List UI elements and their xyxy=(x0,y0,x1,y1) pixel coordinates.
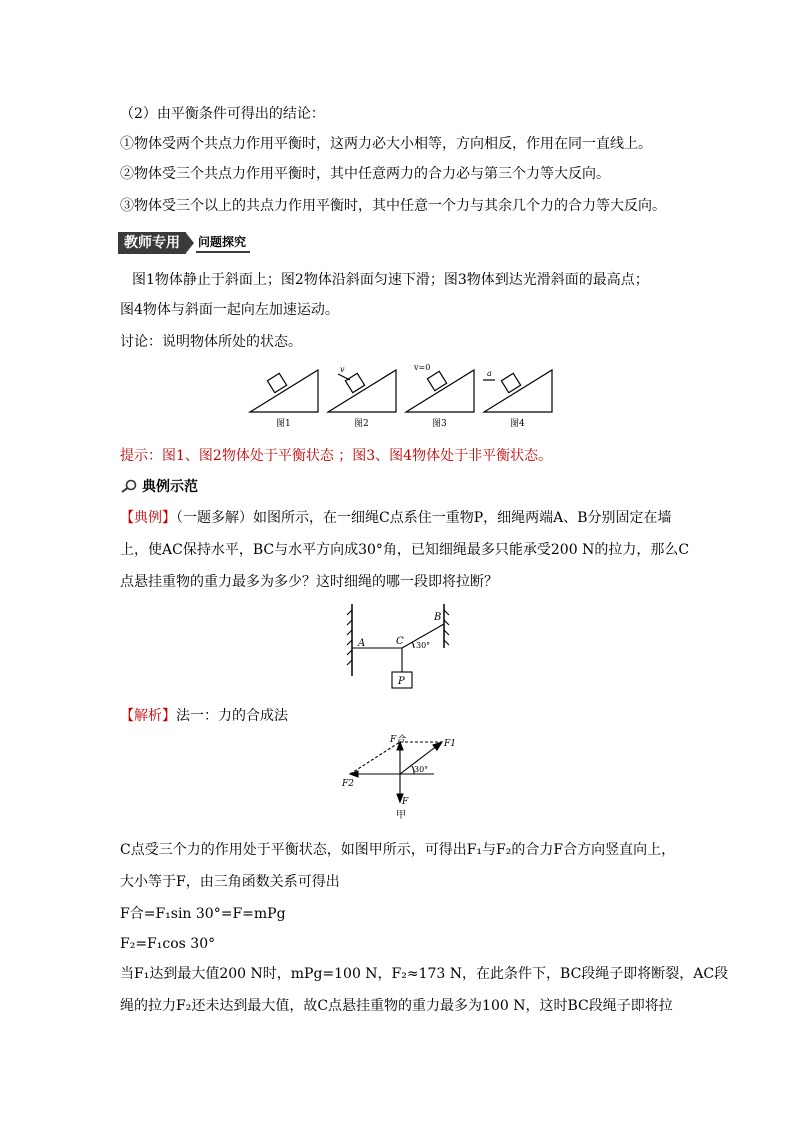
analysis-4: F₂=F₁cos 30° xyxy=(120,936,216,952)
conclusion-3: ③物体受三个以上的共点力作用平衡时，其中任意一个力与其余几个力的合力等大反向。 xyxy=(120,198,666,214)
problem-intro-1: 图1物体静止于斜面上；图2物体沿斜面匀速下滑；图3物体到达光滑斜面的最高点； xyxy=(132,272,649,288)
hint: 提示：图1、图2物体处于平衡状态 ；图3、图4物体处于非平衡状态。 xyxy=(120,448,553,464)
label-b: B xyxy=(434,612,442,623)
example-section-title: 典例示范 xyxy=(120,476,198,496)
example-line-3: 点悬挂重物的重力最多为多少？这时细绳的哪一段即将拉断？ xyxy=(120,574,498,590)
banner-main: 教师专用 xyxy=(118,232,186,254)
fig3-v0: v=0 xyxy=(414,363,431,372)
rope-figure xyxy=(346,604,456,692)
analysis-1: C点受三个力的作用处于平衡状态，如图甲所示，可得出F₁与F₂的合力F合方向竖直向上， xyxy=(120,842,676,858)
force-figure xyxy=(330,732,470,822)
para-heading: （2）由平衡条件可得出的结论： xyxy=(120,106,325,122)
analysis-6: 绳的拉力F₂还未达到最大值，故C点悬挂重物的重力最多为100 N，这时BC段绳子即将拉 xyxy=(120,998,673,1014)
analysis-tag: 【解析】 xyxy=(120,708,176,724)
label-p: P xyxy=(398,676,405,687)
discussion: 讨论：说明物体所处的状态。 xyxy=(120,334,302,350)
fig4-a: a xyxy=(487,369,492,378)
force-angle: 30° xyxy=(414,765,429,774)
banner-sub: 问题探究 xyxy=(196,233,250,253)
label-f2: F2 xyxy=(342,779,354,789)
label-f1: F1 xyxy=(444,739,456,749)
label-f-he: F合 xyxy=(390,735,406,745)
conclusion-1: ①物体受两个共点力作用平衡时，这两力必大小相等，方向相反，作用在同一直线上。 xyxy=(120,136,652,152)
analysis-line: 【解析】法一：力的合成法 xyxy=(120,708,288,724)
problem-intro-2: 图4物体与斜面一起向左加速运动。 xyxy=(120,302,339,318)
teacher-banner xyxy=(118,232,250,254)
example-line-2: 上，使AC保持水平，BC与水平方向成30°角，已知细绳最多只能承受200 N的拉力，那么C xyxy=(120,542,690,558)
analysis-3: F合=F₁sin 30°=F=mPg xyxy=(120,906,286,922)
rope-angle: 30° xyxy=(416,641,431,650)
play-icon xyxy=(186,233,194,253)
incline-figures xyxy=(240,362,560,432)
fig3-label: 图3 xyxy=(432,419,447,429)
force-caption: 甲 xyxy=(396,810,406,821)
conclusion-2: ②物体受三个共点力作用平衡时，其中任意两力的合力必与第三个力等大反向。 xyxy=(120,166,610,182)
label-f: F xyxy=(402,797,409,807)
example-tag: 【典例】 xyxy=(120,510,176,526)
example-line-1: 【典例】（一题多解）如图所示，在一细绳C点系住一重物P，细绳两端A、B分别固定在墙 xyxy=(120,510,672,526)
fig4-label: 图4 xyxy=(510,419,525,429)
fig1-label: 图1 xyxy=(276,419,291,429)
label-a: A xyxy=(358,638,366,649)
fig2-label: 图2 xyxy=(354,419,369,429)
fig2-v: v xyxy=(340,365,345,374)
magnifier-icon xyxy=(120,479,138,493)
analysis-5: 当F₁达到最大值200 N时，mPg=100 N，F₂≈173 N，在此条件下，BC段绳子即将断裂，AC段 xyxy=(120,966,729,982)
label-c: C xyxy=(396,636,404,647)
analysis-2: 大小等于F，由三角函数关系可得出 xyxy=(120,874,340,890)
